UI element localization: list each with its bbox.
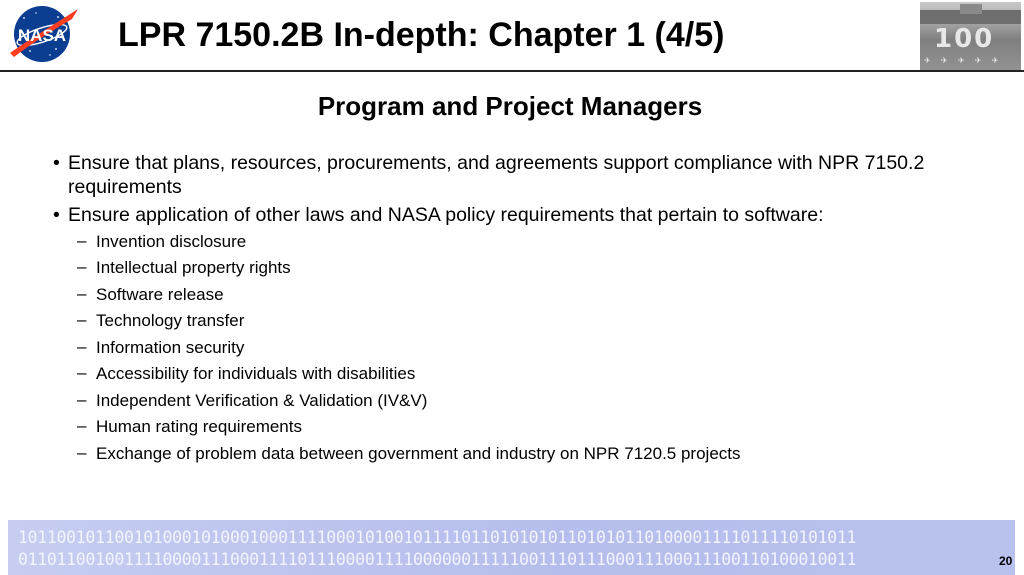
dash-icon: – (77, 336, 87, 356)
dash-icon: – (77, 442, 87, 462)
dash-icon: – (77, 416, 87, 435)
nasa-logo (6, 3, 80, 65)
dash-icon: – (77, 310, 87, 329)
binary-line-1: 101100101100101000101000100011110001010010111101101010101101010110100001111011110101011 (18, 528, 857, 547)
sub-item (53, 338, 953, 358)
sub-item-text: Intellectual property rights (96, 258, 291, 277)
photo-number: 100 (934, 24, 995, 54)
sub-item-text: Technology transfer (96, 311, 245, 330)
bullet-icon: • (53, 204, 60, 226)
bullet-text: Ensure application of other laws and NASA policy requirements that pertain to software: (68, 204, 824, 226)
sub-list (53, 232, 953, 464)
dash-icon: – (77, 363, 87, 382)
sub-item (53, 444, 953, 464)
sub-item (53, 285, 953, 305)
dash-icon: – (77, 257, 87, 276)
dash-icon: – (77, 389, 87, 409)
slide-body (53, 151, 953, 464)
sub-item (53, 232, 953, 252)
binary-line-2: 011011001001111000011100011110111000011110000001111100111011100011100011100110100010011 (18, 550, 857, 569)
dash-icon: – (77, 283, 87, 303)
bullet-icon: • (53, 152, 60, 174)
dash-icon: – (77, 230, 87, 250)
bullet-item (53, 151, 953, 199)
sub-item (53, 311, 953, 331)
sub-item (53, 258, 953, 278)
sub-item-text: Information security (96, 337, 245, 357)
sub-item-text: Accessibility for individuals with disabilities (96, 364, 416, 383)
anniversary-photo: 100 ✈ ✈ ✈ ✈ ✈ (920, 2, 1021, 70)
footer-band (8, 520, 1015, 575)
sub-item-text: Invention disclosure (96, 231, 247, 251)
page-title: LPR 7150.2B In-depth: Chapter 1 (4/5) (118, 16, 725, 54)
sub-item-text: Independent Verification & Validation (IV&V) (96, 390, 428, 410)
sub-item (53, 417, 953, 437)
sub-item-text: Human rating requirements (96, 417, 302, 436)
slide-subtitle: Program and Project Managers (317, 91, 703, 121)
sub-item-text: Software release (96, 284, 224, 304)
sub-item-text: Exchange of problem data between government and industry on NPR 7120.5 projects (96, 443, 741, 463)
bullet-text: Ensure that plans, resources, procurements, and agreements support compliance with NPR 7150.2 requirements (68, 152, 925, 198)
sub-item (53, 364, 953, 384)
bullet-item (53, 203, 953, 227)
sub-item (53, 391, 953, 411)
header-divider (0, 70, 1024, 72)
page-number: 20 (999, 554, 1013, 568)
svg-text:NASA: NASA (17, 26, 67, 45)
